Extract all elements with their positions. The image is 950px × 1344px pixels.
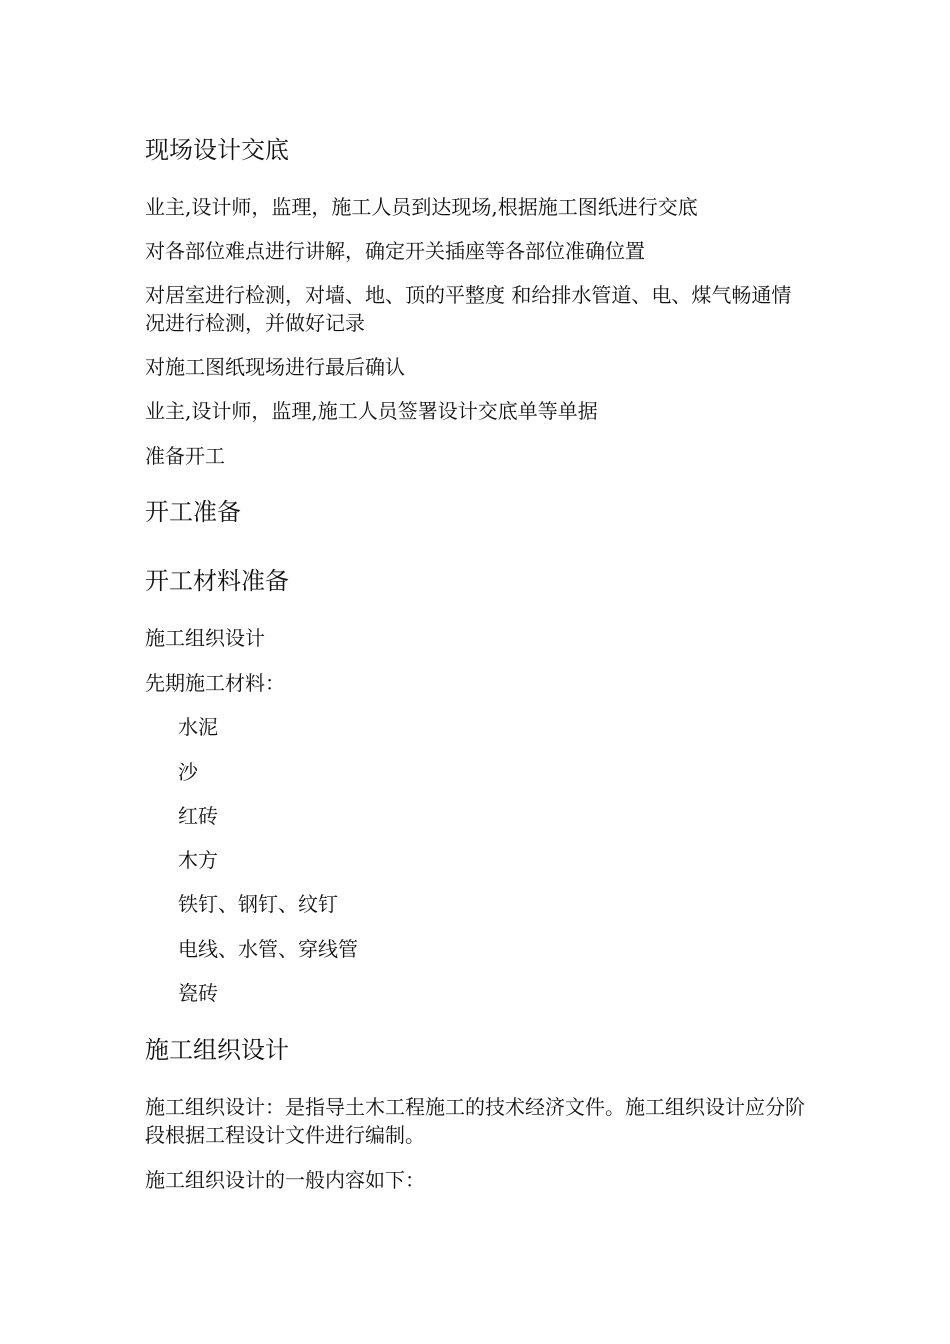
material-item: 木方 bbox=[178, 848, 218, 872]
heading-start-materials: 开工材料准备 bbox=[145, 567, 289, 595]
paragraph-materials-1: 施工组织设计 bbox=[145, 626, 265, 650]
heading-start-preparation: 开工准备 bbox=[145, 498, 241, 526]
paragraph-org-design-1: 施工组织设计：是指导土木工程施工的技术经济文件。施工组织设计应分阶段根据工程设计文件进行编制。 bbox=[145, 1095, 805, 1147]
paragraph-briefing-1: 业主,设计师，监理，施工人员到达现场,根据施工图纸进行交底 bbox=[145, 195, 698, 219]
paragraph-briefing-4: 对施工图纸现场进行最后确认 bbox=[145, 355, 405, 379]
material-item: 红砖 bbox=[178, 804, 218, 828]
heading-site-design-briefing: 现场设计交底 bbox=[145, 136, 289, 164]
heading-construction-org-design: 施工组织设计 bbox=[145, 1036, 289, 1064]
material-item: 铁钉、钢钉、纹钉 bbox=[178, 892, 338, 916]
paragraph-briefing-3: 对居室进行检测，对墙、地、顶的平整度 和给排水管道、电、煤气畅通情况进行检测，并做好记录 bbox=[145, 283, 792, 335]
paragraph-briefing-6: 准备开工 bbox=[145, 444, 225, 468]
paragraph-briefing-2: 对各部位难点进行讲解，确定开关插座等各部位准确位置 bbox=[145, 239, 645, 263]
material-item: 电线、水管、穿线管 bbox=[178, 937, 358, 961]
material-item: 沙 bbox=[178, 760, 198, 784]
paragraph-materials-2: 先期施工材料： bbox=[145, 671, 285, 695]
paragraph-org-design-2: 施工组织设计的一般内容如下： bbox=[145, 1168, 425, 1192]
paragraph-briefing-5: 业主,设计师，监理,施工人员签署设计交底单等单据 bbox=[145, 399, 598, 423]
material-item: 瓷砖 bbox=[178, 981, 218, 1005]
material-item: 水泥 bbox=[178, 715, 218, 739]
